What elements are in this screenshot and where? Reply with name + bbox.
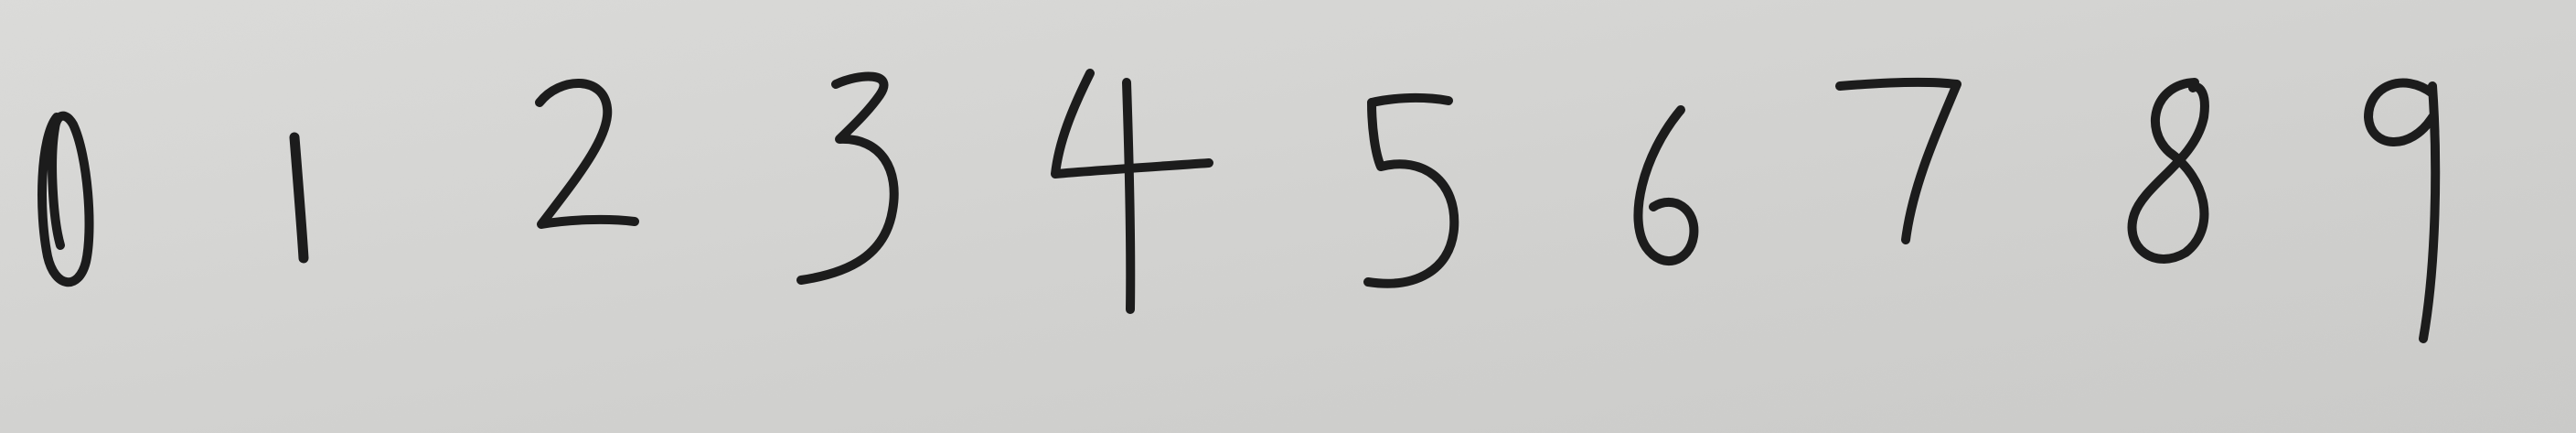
handwritten-digit-5 [1368,98,1454,284]
digit-5-stroke-1 [1372,98,1448,103]
digit-9-stroke-1 [2368,83,2432,143]
digit-2-stroke-1 [540,83,635,224]
handwritten-digit-1 [294,137,304,258]
handwritten-digit-8 [2132,82,2205,259]
handwritten-digit-7 [1840,82,1957,240]
handwritten-digit-4 [1055,73,1209,309]
digit-1-stroke-1 [294,137,304,258]
handwritten-digit-6 [1638,110,1694,261]
digit-0-stroke-1 [42,116,90,283]
digit-4-stroke-2 [1127,82,1130,309]
digit-8-stroke-1 [2132,82,2205,259]
handwritten-digit-9 [2368,83,2435,339]
handwritten-digit-3 [801,76,894,280]
handwritten-digit-2 [540,83,635,224]
digit-7-stroke-1 [1840,82,1957,240]
digit-3-stroke-1 [801,76,894,280]
digit-5-stroke-2 [1368,103,1454,284]
digit-6-stroke-1 [1638,110,1694,261]
handwritten-digit-0 [42,116,90,283]
